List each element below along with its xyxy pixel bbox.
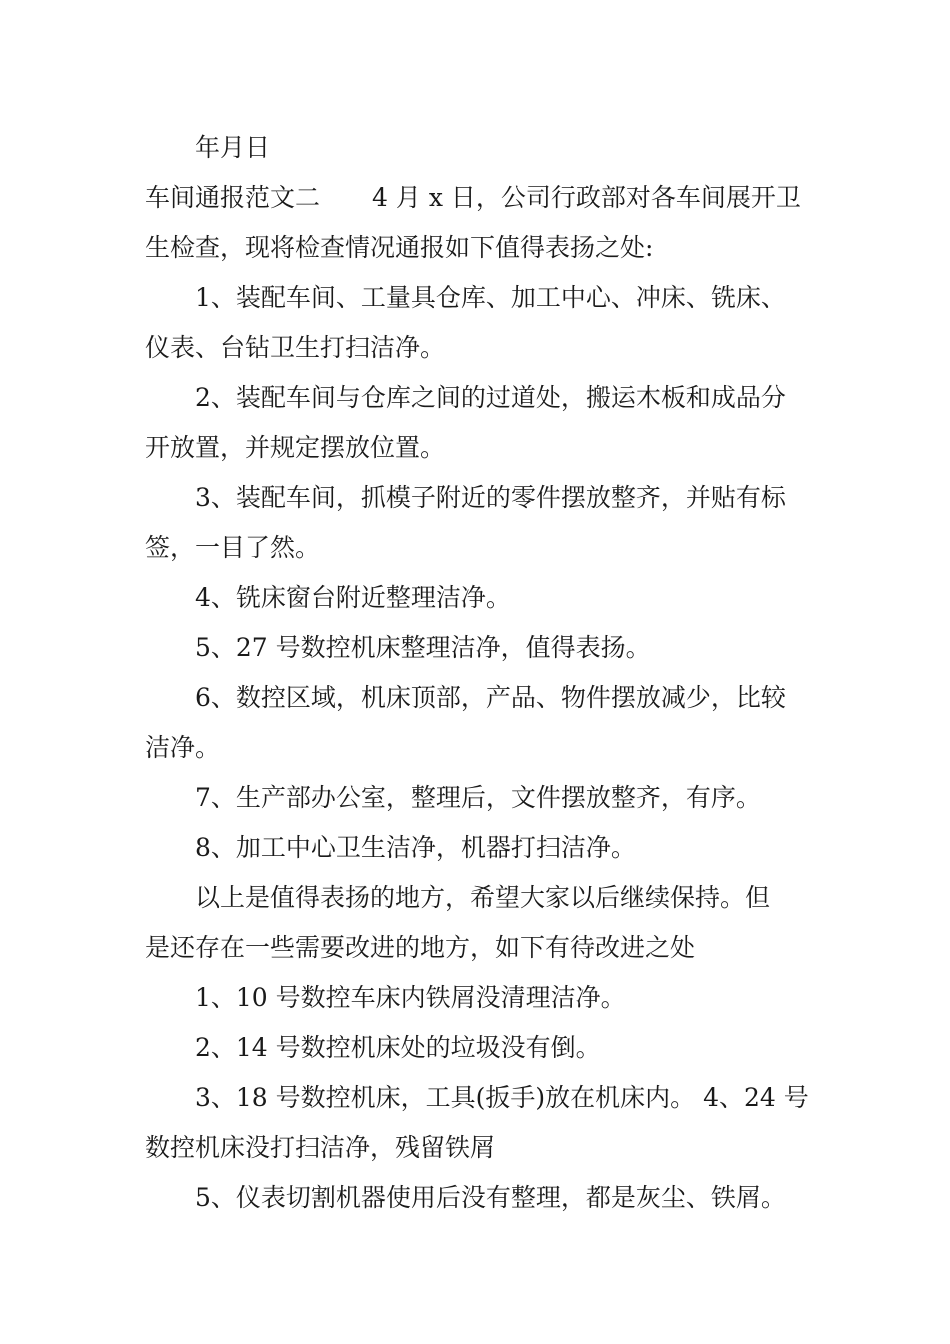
intro-text-cont: 生检查，现将检查情况通报如下值得表扬之处: (145, 233, 654, 262)
praise-item-3-line-2: 签，一目了然。 (145, 533, 321, 562)
praise-item-6-line-1: 6、数控区域，机床顶部，产品、物件摆放减少，比较 (195, 683, 786, 712)
title-line (145, 183, 815, 213)
praise-item-2-line-1: 2、装配车间与仓库之间的过道处，搬运木板和成品分 (195, 383, 786, 412)
improve-item-5: 5、仪表切割机器使用后没有整理，都是灰尘、铁屑。 (195, 1183, 786, 1212)
improve-item-1: 1、10 号数控车床内铁屑没清理洁净。 (195, 983, 626, 1012)
praise-item-7: 7、生产部办公室，整理后，文件摆放整齐，有序。 (195, 783, 761, 812)
transition-line-1: 以上是值得表扬的地方，希望大家以后继续保持。但 (195, 883, 771, 912)
praise-item-5: 5、27 号数控机床整理洁净，值得表扬。 (195, 633, 651, 662)
transition-line-2: 是还存在一些需要改进的地方，如下有待改进之处 (145, 933, 696, 962)
praise-item-1-line-2: 仪表、台钻卫生打扫洁净。 (145, 333, 446, 362)
improve-item-3-line-1: 3、18 号数控机床，工具(扳手)放在机床内。 4、24 号 (195, 1083, 809, 1112)
praise-item-1-line-1: 1、装配车间、工量具仓库、加工中心、冲床、铣床、 (195, 283, 786, 312)
improve-item-2: 2、14 号数控机床处的垃圾没有倒。 (195, 1033, 601, 1062)
intro-text: 4 月 x 日，公司行政部对各车间展开卫 (372, 183, 801, 212)
document-title: 车间通报范文二 (145, 183, 321, 212)
praise-item-2-line-2: 开放置，并规定摆放位置。 (145, 433, 446, 462)
praise-item-8: 8、加工中心卫生洁净，机器打扫洁净。 (195, 833, 636, 862)
praise-item-6-line-2: 洁净。 (145, 733, 221, 762)
improve-item-3-line-2: 数控机床没打扫洁净，残留铁屑 (145, 1133, 496, 1162)
praise-item-4: 4、铣床窗台附近整理洁净。 (195, 583, 511, 612)
praise-item-3-line-1: 3、装配车间，抓模子附近的零件摆放整齐，并贴有标 (195, 483, 786, 512)
date-line: 年月日 (195, 133, 271, 162)
